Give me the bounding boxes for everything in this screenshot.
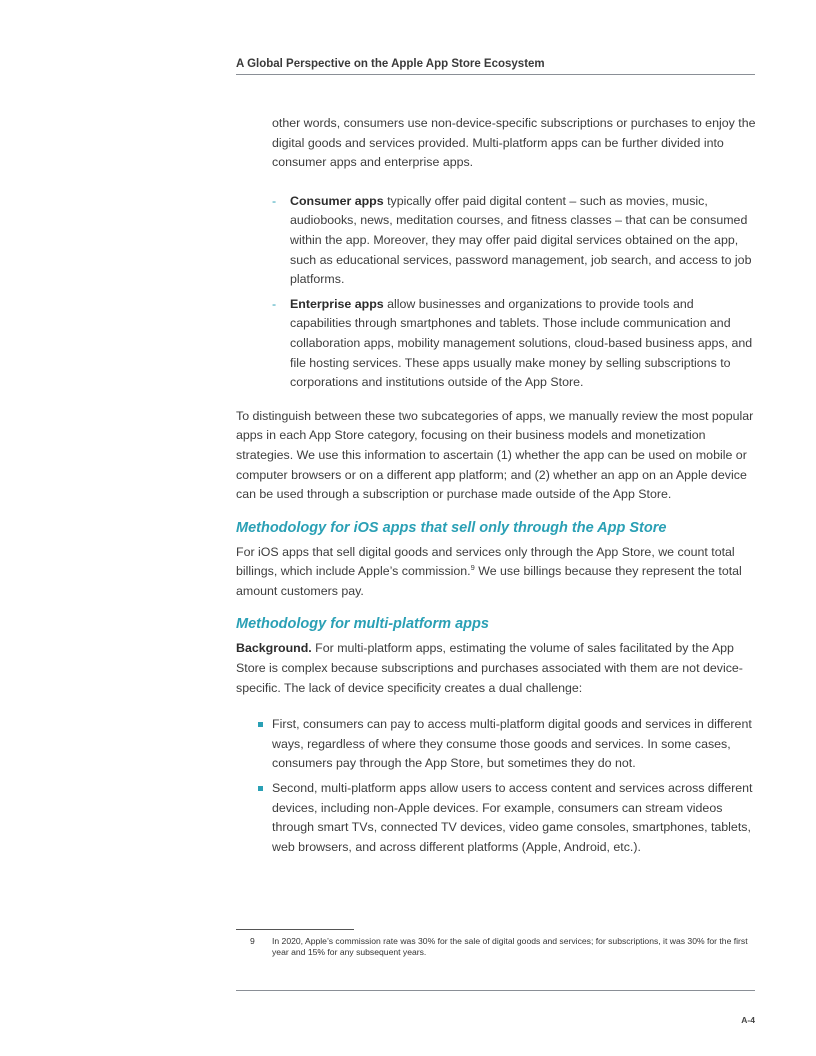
challenge-list: [256, 715, 758, 857]
main-content: [236, 114, 758, 862]
footnote: [236, 936, 756, 957]
enterprise-apps-description: allow businesses and organizations to provide tools and capabilities through smartphones and tablets. Those include communication and collaboration apps, mobility management solutions, cloud-based business apps, and file hosting services. These apps usually make money by selling subscriptions to corporations and institutions outside of the App Store.: [290, 296, 753, 390]
distinguish-paragraph: To distinguish between these two subcategories of apps, we manually review the most popular apps in each App Store category, focusing on their business models and monetization strategies. We use this information to ascertain (1) whether the app can be used on mobile or computer browsers or on a different app platform; and (2) whether an app on an Apple device can be used through a subscription or purchase made outside of the App Store.: [236, 408, 754, 502]
dash-bullet-icon: -: [272, 193, 277, 208]
footnote-divider: [236, 929, 354, 930]
running-header: A Global Perspective on the Apple App Store Ecosystem: [236, 58, 755, 75]
background-label: Background.: [236, 641, 312, 656]
footnote-text: In 2020, Apple’s commission rate was 30% for the sale of digital goods and services; for subscriptions, it was 30% for the first year and 15% for any subsequent years.: [272, 936, 748, 957]
app-types-list: [272, 192, 758, 393]
challenge-second: Second, multi-platform apps allow users to access content and services across different devices, including non-Apple devices. For example, consumers can stream videos through smart TVs, connected TV devices, video game consoles, smartphones, tablets, web browsers, and across different platforms (Apple, Android, etc.).: [272, 781, 753, 854]
square-bullet-icon: [258, 722, 263, 727]
ios-text-after: We use billings because they represent the total amount customers pay.: [236, 564, 742, 598]
background-paragraph: [236, 639, 758, 698]
square-bullet-icon: [258, 786, 263, 791]
challenge-first: First, consumers can pay to access multi-platform digital goods and services in different ways, regardless of where they consume those goods and services. In some cases, consumers pay through the App Store, but sometimes they do not.: [272, 717, 752, 771]
background-text: For multi-platform apps, estimating the volume of sales facilitated by the App Store is complex because subscriptions and purchases associated with them are not device-specific. The lack of device specificity creates a dual challenge:: [236, 641, 743, 695]
heading-multi-platform-methodology: Methodology for multi-platform apps: [236, 616, 489, 633]
intro-paragraph: other words, consumers use non-device-specific subscriptions or purchases to enjoy the digital goods and services provided. Multi-platform apps can be further divided into consumer apps and enterprise apps.: [272, 116, 756, 170]
list-item-consumer-apps: [272, 192, 758, 290]
ios-text-before: For iOS apps that sell digital goods and services only through the App Store, we count total billings, which include Apple’s commission.: [236, 544, 735, 579]
term-consumer-apps: Consumer apps: [290, 193, 384, 208]
heading-ios-methodology: Methodology for iOS apps that sell only through the App Store: [236, 519, 667, 536]
ios-methodology-paragraph: [236, 543, 758, 602]
consumer-apps-description: typically offer paid digital content – such as movies, music, audiobooks, news, meditation courses, and fitness classes – that can be consumed within the app. Moreover, they may offer paid digital services obtained on the app, such as educational services, password management, job search, and access to job platforms.: [290, 193, 752, 287]
page-number: A-4: [741, 1015, 755, 1025]
list-item: [256, 779, 758, 857]
list-item: [256, 715, 758, 774]
term-enterprise-apps: Enterprise apps: [290, 296, 384, 311]
footnote-number: 9: [250, 936, 255, 946]
list-item-enterprise-apps: [272, 295, 758, 393]
footer-divider: [236, 990, 755, 991]
footnote-reference[interactable]: 9: [470, 563, 475, 573]
dash-bullet-icon: -: [272, 296, 277, 311]
